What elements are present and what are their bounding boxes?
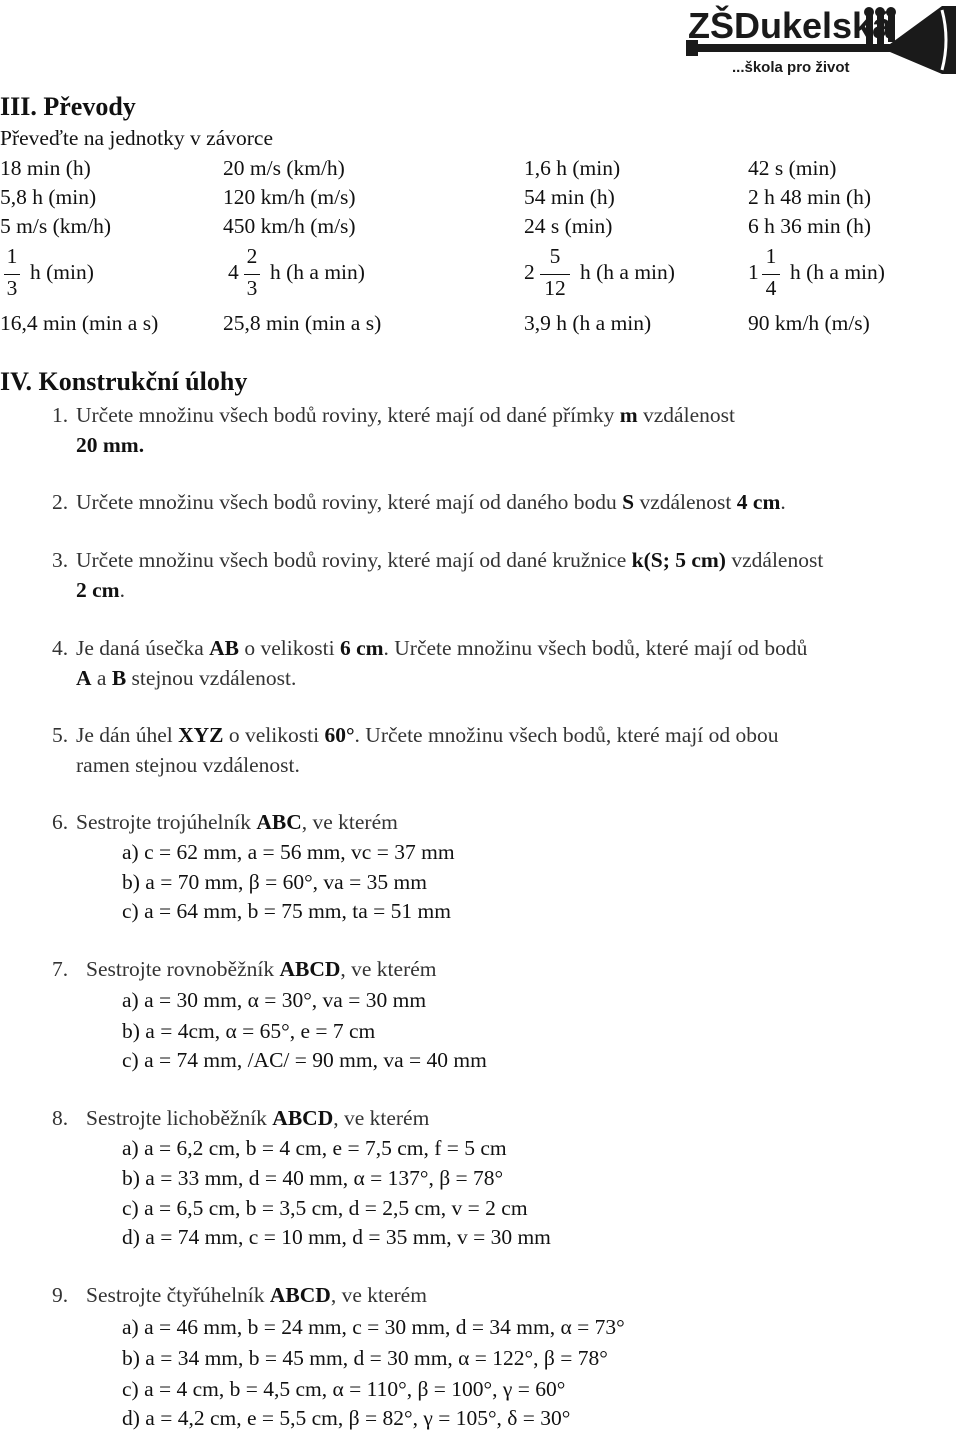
task9-text: Sestrojte čtyřúhelník ABCD, ve kterém [86, 1283, 427, 1307]
task2-number: 2. [52, 490, 69, 514]
task3-text: Určete množinu všech bodů roviny, které mají od dané kružnice k(S; 5 cm) vzdálenost [76, 548, 824, 572]
fraction-2 [244, 244, 260, 310]
task3-line2: 2 cm. [76, 578, 125, 602]
task6-item-b: b) a = 70 mm, β = 60°, va = 35 mm [122, 870, 427, 894]
school-logo [680, 0, 960, 80]
conv-r0c1: 20 m/s (km/h) [223, 156, 345, 180]
fraction-1-den: 3 [6, 276, 18, 300]
task8-number: 8. [52, 1106, 69, 1130]
task9-item-a: a) a = 46 mm, b = 24 mm, c = 30 mm, d = 34 mm, α = 73° [122, 1315, 625, 1339]
task4-text: Je daná úsečka AB o velikosti 6 cm. Určete množinu všech bodů, které mají od bodů [76, 636, 808, 660]
logo-tagline: ...škola pro život [732, 59, 850, 76]
task6-item-a: a) c = 62 mm, a = 56 mm, vc = 37 mm [122, 840, 455, 864]
conv-r1c2: 54 min (h) [524, 185, 615, 209]
construction-heading: IV. Konstrukční úlohy [0, 367, 248, 396]
conv-last-c0: 16,4 min (min a s) [0, 311, 159, 335]
conv-r0c3: 42 s (min) [748, 156, 837, 180]
task2-text: Určete množinu všech bodů roviny, které mají od daného bodu S vzdálenost 4 cm. [76, 490, 786, 514]
fraction-3-num: 5 [549, 244, 561, 268]
task1-line2: 20 mm. [76, 433, 145, 457]
task1-text: Určete množinu všech bodů roviny, které mají od dané přímky m vzdálenost [76, 403, 735, 427]
conv-r2c3: 6 h 36 min (h) [748, 214, 872, 238]
conversions-instruction: Převeďte na jednotky v závorce [0, 126, 273, 150]
task1-number: 1. [52, 403, 69, 427]
task9-item-c: c) a = 4 cm, b = 4,5 cm, α = 110°, β = 100°, γ = 60° [122, 1377, 566, 1401]
task8-item-d: d) a = 74 mm, c = 10 mm, d = 35 mm, v = 30 mm [122, 1225, 551, 1249]
task7-item-b: b) a = 4cm, α = 65°, e = 7 cm [122, 1019, 376, 1043]
conv-r0c2: 1,6 h (min) [524, 156, 621, 180]
conv-last-c1: 25,8 min (min a s) [223, 311, 382, 335]
task5-line2: ramen stejnou vzdálenost. [76, 753, 300, 777]
task7-item-c: c) a = 74 mm, /AC/ = 90 mm, va = 40 mm [122, 1048, 487, 1072]
fraction-4-num: 1 [765, 244, 777, 268]
conv-r1c0: 5,8 h (min) [0, 185, 97, 209]
task8-item-a: a) a = 6,2 cm, b = 4 cm, e = 7,5 cm, f = 5 cm [122, 1136, 507, 1160]
fraction-1 [4, 244, 20, 310]
task5-number: 5. [52, 723, 69, 747]
fraction-3-whole: 2 [524, 260, 535, 284]
fraction-1-num: 1 [6, 244, 18, 268]
task4-line2: A a B stejnou vzdálenost. [76, 666, 297, 690]
task6-item-c: c) a = 64 mm, b = 75 mm, ta = 51 mm [122, 899, 451, 923]
task9-number: 9. [52, 1283, 69, 1307]
fraction-1-unit: h (min) [30, 260, 94, 284]
fraction-2-num: 2 [246, 244, 258, 268]
conv-r2c2: 24 s (min) [524, 214, 613, 238]
task7-number: 7. [52, 957, 69, 981]
task9-item-d: d) a = 4,2 cm, e = 5,5 cm, β = 82°, γ = 105°, δ = 30° [122, 1406, 571, 1430]
fraction-2-whole: 4 [228, 260, 239, 284]
task7-item-a: a) a = 30 mm, α = 30°, va = 30 mm [122, 988, 427, 1012]
fraction-4-unit: h (h a min) [790, 260, 885, 284]
task8-text: Sestrojte lichoběžník ABCD, ve kterém [86, 1106, 430, 1130]
conv-r2c1: 450 km/h (m/s) [223, 214, 356, 238]
fraction-4-whole: 1 [748, 260, 759, 284]
task8-item-b: b) a = 33 mm, d = 40 mm, α = 137°, β = 78° [122, 1166, 504, 1190]
conv-r2c0: 5 m/s (km/h) [0, 214, 112, 238]
task9-item-b: b) a = 34 mm, b = 45 mm, d = 30 mm, α = 122°, β = 78° [122, 1346, 608, 1370]
conversions-heading: III. Převody [0, 92, 136, 121]
fraction-4-den: 4 [765, 276, 777, 300]
fraction-2-den: 3 [246, 276, 258, 300]
fraction-3-den: 12 [544, 276, 566, 300]
conv-last-c2: 3,9 h (h a min) [524, 311, 652, 335]
task4-number: 4. [52, 636, 69, 660]
task3-number: 3. [52, 548, 69, 572]
conv-r1c3: 2 h 48 min (h) [748, 185, 872, 209]
conv-last-c3: 90 km/h (m/s) [748, 311, 870, 335]
fraction-3-unit: h (h a min) [580, 260, 675, 284]
fraction-4 [762, 244, 780, 310]
task8-item-c: c) a = 6,5 cm, b = 3,5 cm, d = 2,5 cm, v = 2 cm [122, 1196, 528, 1220]
fraction-2-unit: h (h a min) [270, 260, 365, 284]
task6-text: Sestrojte trojúhelník ABC, ve kterém [76, 810, 398, 834]
conv-r0c0: 18 min (h) [0, 156, 91, 180]
conv-r1c1: 120 km/h (m/s) [223, 185, 356, 209]
task5-text: Je dán úhel XYZ o velikosti 60°. Určete množinu všech bodů, které mají od obou [76, 723, 779, 747]
task6-number: 6. [52, 810, 69, 834]
logo-text: ZŠDukelská [688, 5, 893, 46]
task7-text: Sestrojte rovnoběžník ABCD, ve kterém [86, 957, 437, 981]
fraction-3 [540, 244, 570, 310]
